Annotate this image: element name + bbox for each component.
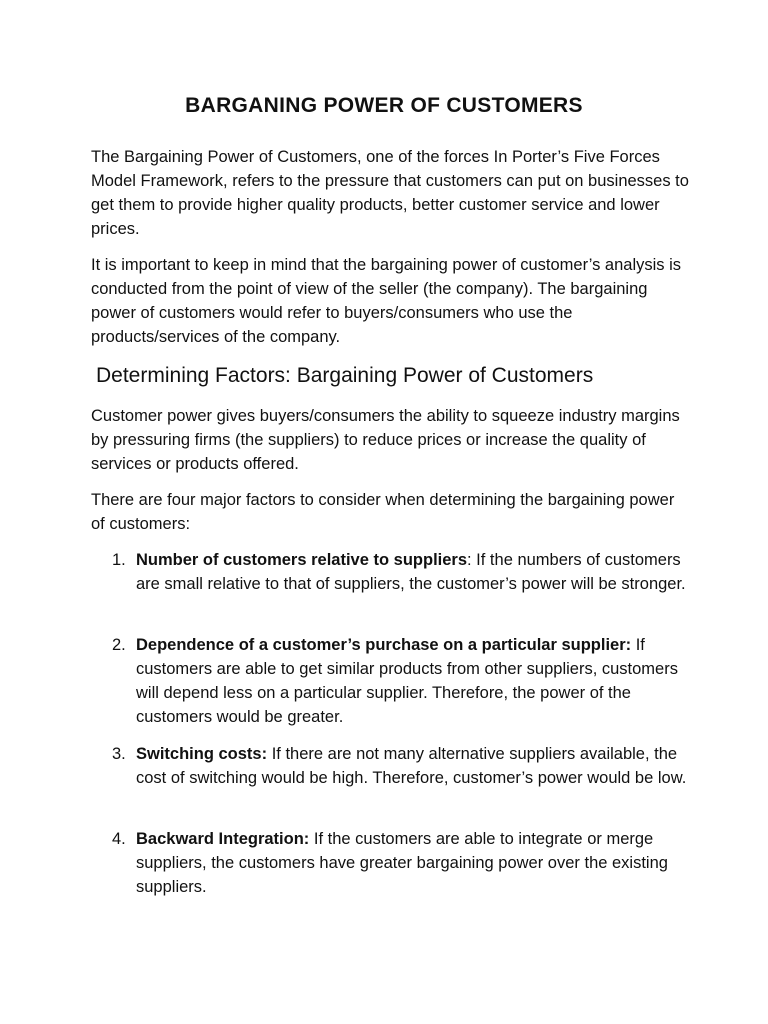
factor-body: [136, 827, 692, 899]
factor-term: Backward Integration:: [136, 830, 310, 848]
factor-text: : If the numbers of customers are small relative to that of suppliers, the customer’s power will be stronger.: [136, 551, 686, 593]
section-heading: Determining Factors: Bargaining Power of Customers: [96, 364, 594, 387]
factor-list-item: [112, 633, 692, 729]
list-number: 4.: [112, 830, 126, 848]
section-paragraph-1: Customer power gives buyers/consumers the ability to squeeze industry margins by pressuring firms (the suppliers) to reduce prices or increase the quality of services or products offered.: [91, 407, 680, 473]
document-title: BARGANING POWER OF CUSTOMERS: [185, 94, 583, 117]
factor-body: [136, 548, 692, 596]
factor-list-item: [112, 827, 692, 899]
factor-list-item: [112, 742, 692, 790]
section-paragraph-2: There are four major factors to consider when determining the bargaining power of customers:: [91, 491, 675, 533]
list-number: 2.: [112, 636, 126, 654]
intro-paragraph-2: It is important to keep in mind that the bargaining power of customer’s analysis is conducted from the point of view of the seller (the company). The bargaining power of customers would refer to buyers/consumers who use the products/services of the company.: [91, 256, 682, 346]
factor-term: Number of customers relative to suppliers: [136, 551, 468, 569]
factor-body: [136, 633, 692, 729]
factor-list-item: [112, 548, 692, 596]
factor-text: If there are not many alternative suppliers available, the cost of switching would be high. Therefore, customer’s power would be low.: [136, 745, 687, 787]
list-number: 1.: [112, 551, 126, 569]
factor-text: If customers are able to get similar products from other suppliers, customers will depend less on a particular supplier. Therefore, the power of the customers would be greater.: [136, 636, 678, 726]
factor-term: Switching costs:: [136, 745, 268, 763]
intro-paragraph-1: The Bargaining Power of Customers, one of the forces In Porter’s Five Forces Model Framework, refers to the pressure that customers can put on businesses to get them to provide higher quality products, better customer service and lower prices.: [91, 148, 689, 238]
factor-body: [136, 742, 692, 790]
list-number: 3.: [112, 745, 126, 763]
factor-text: If the customers are able to integrate or merge suppliers, the customers have greater bargaining power over the existing suppliers.: [136, 830, 668, 896]
factor-term: Dependence of a customer’s purchase on a particular supplier:: [136, 636, 632, 654]
